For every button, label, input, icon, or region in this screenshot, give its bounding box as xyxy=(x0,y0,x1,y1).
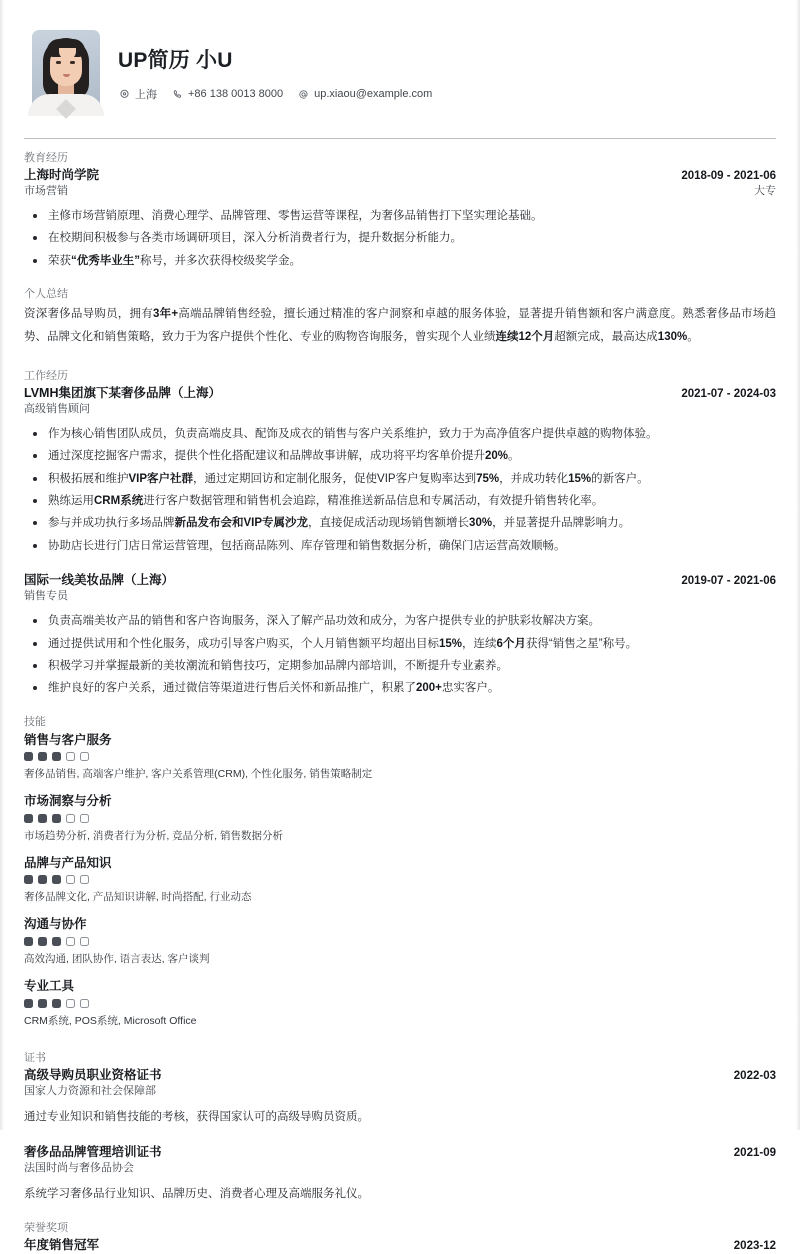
award-date: 2023-12 xyxy=(733,1239,776,1252)
skill-name: 销售与客户服务 xyxy=(24,732,112,747)
work-role: 高级销售顾问 xyxy=(24,402,90,415)
award-entry xyxy=(24,1237,776,1254)
skill-dot-empty xyxy=(80,999,89,1008)
skills-list xyxy=(24,731,776,1030)
skill-item xyxy=(24,977,776,1030)
contact-list xyxy=(118,86,776,102)
email-icon xyxy=(297,88,309,100)
skill-tags: CRM系统, POS系统, Microsoft Office xyxy=(24,1014,197,1027)
skill-tags: 奢侈品牌文化, 产品知识讲解, 时尚搭配, 行业动态 xyxy=(24,891,252,904)
skill-tags: 高效沟通, 团队协作, 语言表达, 客户谈判 xyxy=(24,953,210,965)
section-certificates xyxy=(24,1051,776,1206)
skill-dot-empty xyxy=(80,814,89,823)
page-title: UP简历 小U xyxy=(118,49,233,72)
section-label-education: 教育经历 xyxy=(24,152,68,164)
spacer xyxy=(24,352,776,369)
list-item: 通过提供试用和个性化服务，成功引导客户购买，个人月销售额平均超出目标15%，连续6个月获得“销售之星”称号。 xyxy=(24,633,776,655)
education-school: 上海时尚学院 xyxy=(24,167,100,182)
skill-dot-filled xyxy=(24,999,33,1008)
skill-tags: 奢侈品销售, 高端客户维护, 客户关系管理(CRM), 个性化服务, 销售策略制定 xyxy=(24,768,373,781)
list-item: 负责高端美妆产品的销售和客户咨询服务，深入了解产品功效和成分，为客户提供专业的护肤彩妆解决方案。 xyxy=(24,610,776,632)
resume-header xyxy=(24,0,776,138)
spacer xyxy=(24,1131,776,1144)
list-item: 协助店长进行门店日常运营管理，包括商品陈列、库存管理和销售数据分析，确保门店运营高效顺畅。 xyxy=(24,535,776,557)
section-label-certificates: 证书 xyxy=(24,1052,46,1065)
skill-dot-filled xyxy=(52,937,61,946)
avatar-eye-left xyxy=(56,61,61,64)
list-item: 作为核心销售团队成员，负责高端皮具、配饰及成衣的销售与客户关系维护，致力于为高净值客户提供卓越的购物体验。 xyxy=(24,423,776,445)
skill-dot-filled xyxy=(52,752,61,761)
education-bullets xyxy=(24,205,776,272)
header-divider xyxy=(24,138,776,139)
list-item: 荣获“优秀毕业生”称号，并多次获得校级奖学金。 xyxy=(24,250,776,272)
certificate-date: 2021-09 xyxy=(733,1147,776,1160)
contact-phone-text: +86 138 0013 8000 xyxy=(188,88,284,100)
section-label-summary: 个人总结 xyxy=(24,287,68,300)
skill-dot-filled xyxy=(24,814,33,823)
list-item: 主修市场营销原理、消费心理学、品牌管理、零售运营等课程，为奢侈品销售打下坚实理论基础。 xyxy=(24,205,776,227)
skill-dot-filled xyxy=(38,999,47,1008)
skill-level-rating xyxy=(24,999,776,1008)
skill-dot-filled xyxy=(24,752,33,761)
skill-dot-filled xyxy=(38,752,47,761)
work-role: 销售专员 xyxy=(24,590,68,603)
education-entry xyxy=(24,167,776,272)
list-item: 积极拓展和维护VIP客户社群，通过定期回访和定制化服务，促使VIP客户复购率达到75%，并成功转化15%的新客户。 xyxy=(24,468,776,490)
skill-name: 品牌与产品知识 xyxy=(24,855,112,870)
avatar-fringe xyxy=(47,39,85,57)
work-bullets xyxy=(24,423,776,558)
work-bullets xyxy=(24,610,776,700)
certificate-issuer: 国家人力资源和社会保障部 xyxy=(24,1085,156,1098)
skill-dot-filled xyxy=(38,937,47,946)
skill-dot-empty xyxy=(66,875,75,884)
work-date: 2019-07 - 2021-06 xyxy=(681,575,776,588)
section-awards xyxy=(24,1221,776,1254)
identity-block xyxy=(118,44,776,102)
skill-level-rating xyxy=(24,937,776,946)
skill-item xyxy=(24,854,776,907)
spacer xyxy=(24,559,776,572)
skill-dot-filled xyxy=(38,875,47,884)
contact-location-text: 上海 xyxy=(135,89,157,101)
skill-item xyxy=(24,792,776,845)
skill-dot-empty xyxy=(80,875,89,884)
spacer xyxy=(24,274,776,287)
section-summary xyxy=(24,287,776,350)
list-item: 通过深度挖掘客户需求，提供个性化搭配建议和品牌故事讲解，成功将平均客单价提升20%。 xyxy=(24,445,776,467)
certificate-desc: 通过专业知识和销售技能的考核，获得国家认可的高级导购员资质。 xyxy=(24,1111,369,1124)
certificate-entry xyxy=(24,1144,776,1206)
skill-dot-empty xyxy=(80,752,89,761)
certificate-title: 奢侈品品牌管理培训证书 xyxy=(24,1145,162,1160)
skill-name: 市场洞察与分析 xyxy=(24,794,112,809)
contact-location xyxy=(118,86,157,102)
skill-dot-filled xyxy=(24,937,33,946)
skill-dot-filled xyxy=(24,875,33,884)
skill-item xyxy=(24,915,776,968)
work-company: 国际一线美妆品牌（上海） xyxy=(24,573,175,588)
skill-dot-empty xyxy=(66,752,75,761)
skill-level-rating xyxy=(24,875,776,884)
certificate-issuer: 法国时尚与奢侈品协会 xyxy=(24,1162,134,1174)
contact-phone xyxy=(171,88,283,100)
section-work xyxy=(24,369,776,700)
award-title: 年度销售冠军 xyxy=(24,1237,100,1252)
skill-dot-filled xyxy=(52,875,61,884)
certificate-date: 2022-03 xyxy=(733,1070,776,1083)
avatar-mouth xyxy=(63,74,70,77)
certificate-desc: 系统学习奢侈品行业知识、品牌历史、消费者心理及高端服务礼仪。 xyxy=(24,1187,369,1200)
education-degree: 大专 xyxy=(754,184,776,197)
skill-item xyxy=(24,731,776,784)
section-education xyxy=(24,151,776,272)
location-icon xyxy=(118,88,130,100)
section-skills xyxy=(24,715,776,1030)
avatar xyxy=(32,30,100,116)
spacer xyxy=(24,702,776,715)
skill-dot-filled xyxy=(52,814,61,823)
certificate-title: 高级导购员职业资格证书 xyxy=(24,1068,162,1083)
list-item: 参与并成功执行多场品牌新品发布会和VIP专属沙龙，直接促成活动现场销售额增长30%，并显著提升品牌影响力。 xyxy=(24,512,776,534)
education-date: 2018-09 - 2021-06 xyxy=(681,169,776,182)
certificate-entry xyxy=(24,1067,776,1129)
skill-name: 专业工具 xyxy=(24,978,75,993)
skill-dot-empty xyxy=(66,814,75,823)
work-entry xyxy=(24,385,776,557)
skill-tags: 市场趋势分析, 消费者行为分析, 竞品分析, 销售数据分析 xyxy=(24,829,284,842)
list-item: 在校期间积极参与各类市场调研项目，深入分析消费者行为，提升数据分析能力。 xyxy=(24,227,776,249)
section-label-awards: 荣誉奖项 xyxy=(24,1221,68,1234)
list-item: 维护良好的客户关系，通过微信等渠道进行售后关怀和新品推广，积累了200+忠实客户。 xyxy=(24,677,776,699)
skill-level-rating xyxy=(24,814,776,823)
work-date: 2021-07 - 2024-03 xyxy=(681,387,776,400)
skill-dot-empty xyxy=(66,999,75,1008)
spacer xyxy=(24,1038,776,1051)
phone-icon xyxy=(171,88,183,100)
section-label-skills: 技能 xyxy=(24,715,46,728)
contact-email-text: up.xiaou@example.com xyxy=(314,88,433,100)
education-major: 市场营销 xyxy=(24,184,68,197)
avatar-eye-right xyxy=(70,61,75,64)
list-item: 熟练运用CRM系统进行客户数据管理和销售机会追踪，精准推送新品信息和专属活动，有效提升销售转化率。 xyxy=(24,490,776,512)
skill-dot-filled xyxy=(52,999,61,1008)
skill-name: 沟通与协作 xyxy=(24,917,87,932)
section-label-work: 工作经历 xyxy=(24,369,68,382)
skill-dot-empty xyxy=(80,937,89,946)
work-entry xyxy=(24,572,776,700)
contact-email xyxy=(297,88,432,100)
spacer xyxy=(24,1208,776,1221)
skill-dot-filled xyxy=(38,814,47,823)
work-company: LVMH集团旗下某奢侈品牌（上海） xyxy=(24,385,221,400)
list-item: 积极学习并掌握最新的美妆潮流和销售技巧，定期参加品牌内部培训，不断提升专业素养。 xyxy=(24,655,776,677)
skill-level-rating xyxy=(24,752,776,761)
skill-dot-empty xyxy=(66,937,75,946)
summary-text: 资深奢侈品导购员，拥有3年+高端品牌销售经验，擅长通过精准的客户洞察和卓越的服务体验，显著提升销售额和客户满意度。熟悉奢侈品市场趋势、品牌文化和销售策略，致力于为客户提供个性化、专业的购物咨询服务，曾实现个人业绩连续12个月超额完成，最高达成130%。 xyxy=(24,307,776,344)
